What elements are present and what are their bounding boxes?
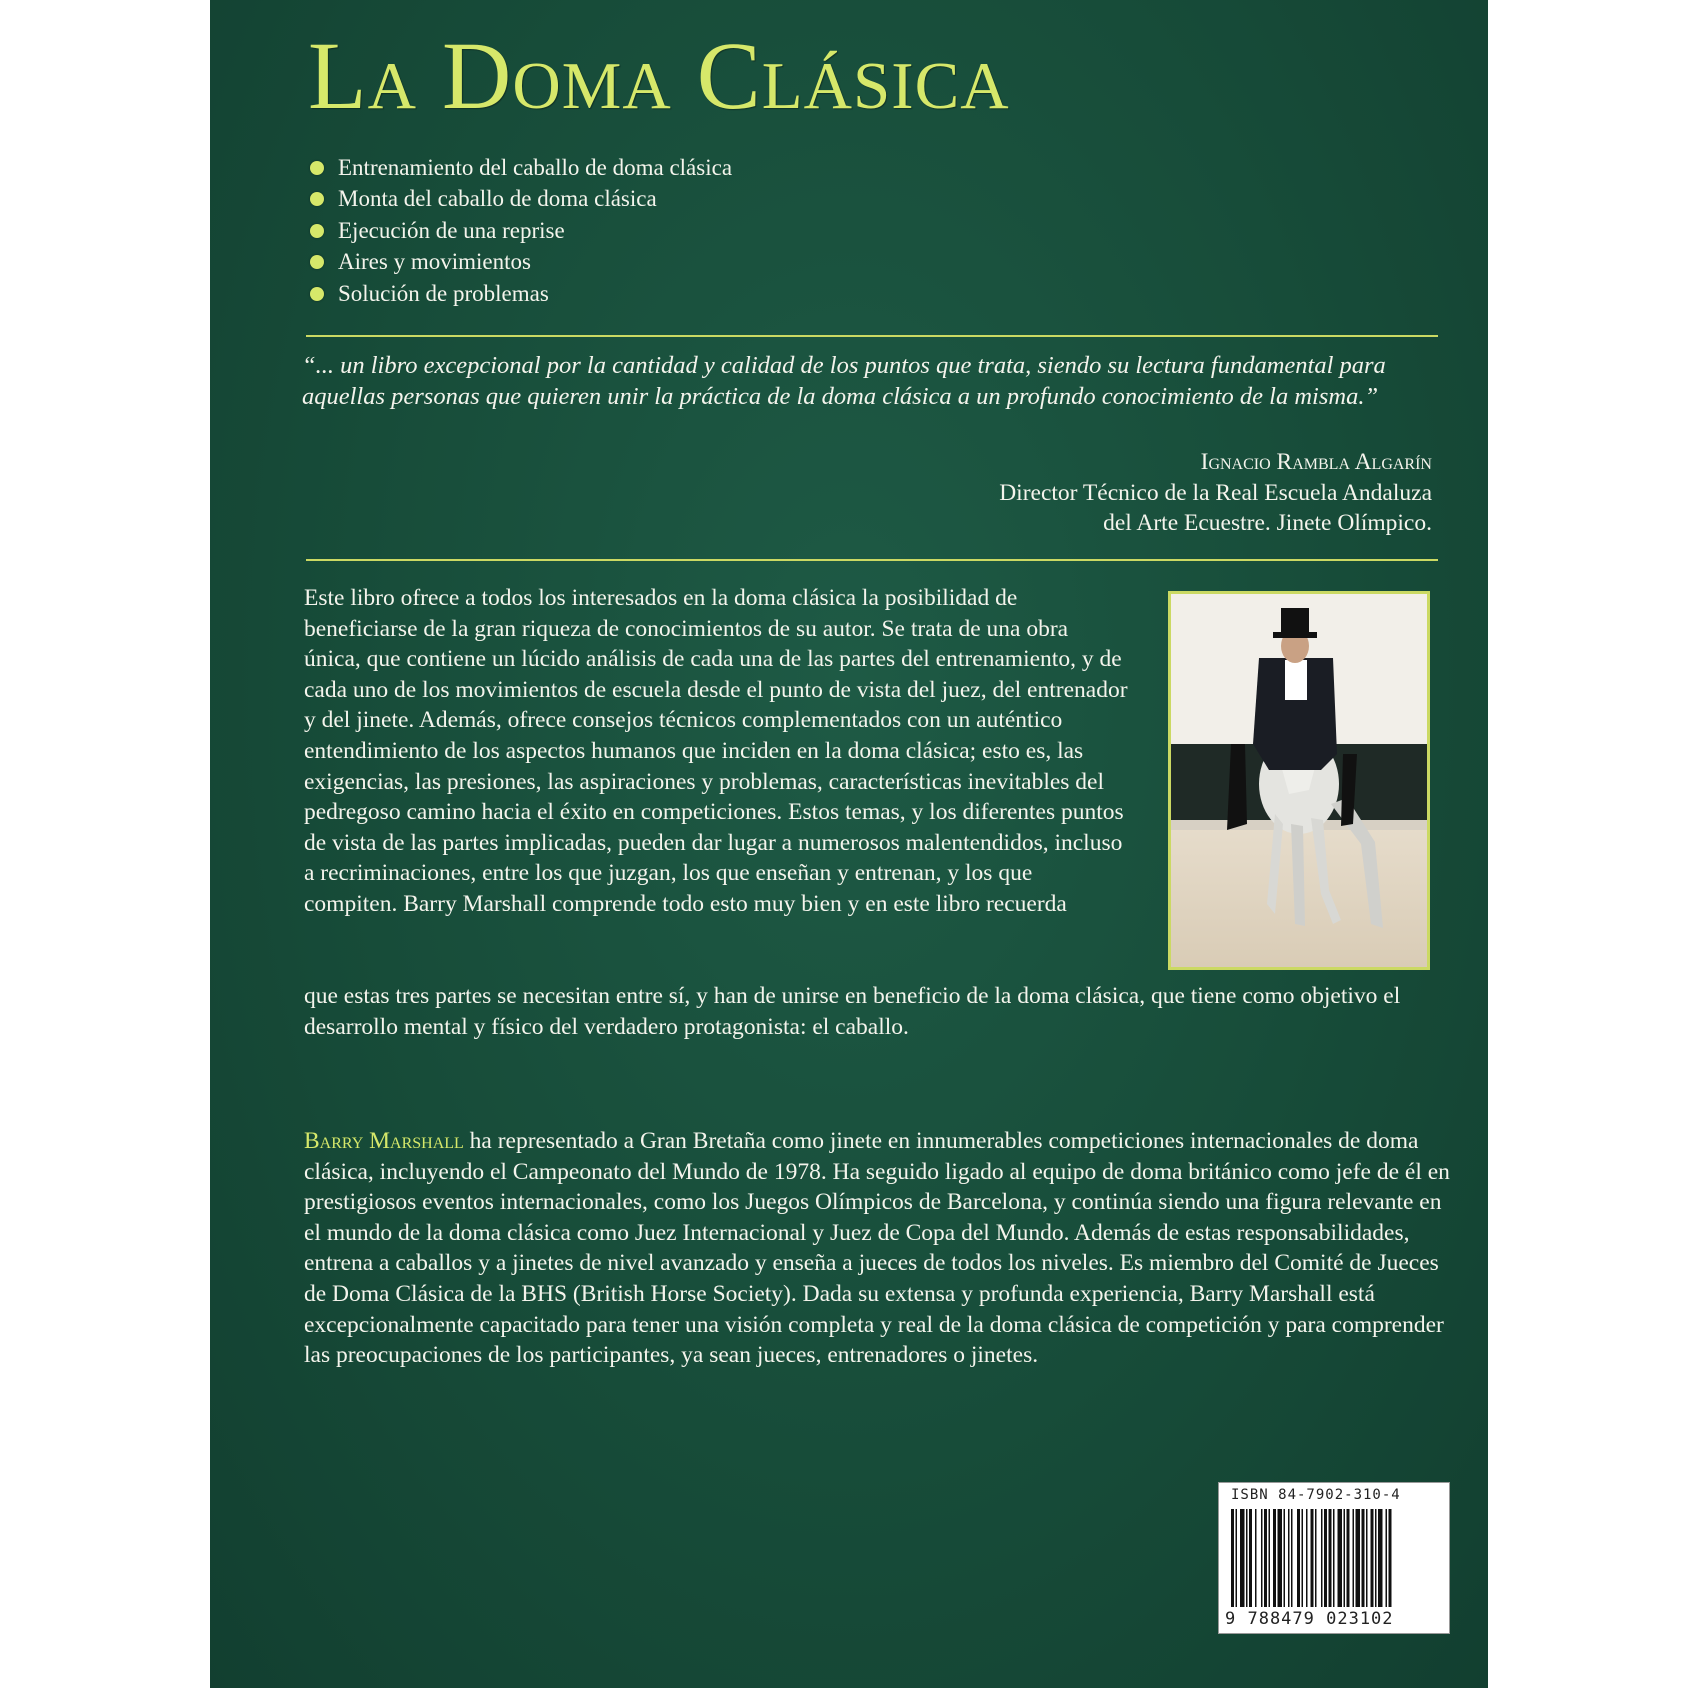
barcode-label <box>1218 1482 1450 1634</box>
bullet-icon <box>310 255 324 269</box>
barcode-number: 9 788479 023102 <box>1225 1609 1394 1629</box>
divider-bottom <box>306 559 1438 561</box>
book-back-cover <box>210 0 1488 1688</box>
isbn-text: ISBN 84-7902-310-4 <box>1231 1487 1401 1503</box>
bullet-icon <box>310 161 324 175</box>
quote-author-role: del Arte Ecuestre. Jinete Olímpico. <box>1103 510 1432 536</box>
list-item <box>310 278 732 310</box>
feature-text: Monta del caballo de doma clásica <box>338 186 657 212</box>
feature-text: Ejecución de una reprise <box>338 217 565 243</box>
list-item <box>310 247 732 279</box>
barcode-icon <box>1231 1509 1437 1607</box>
horse-and-rider-image <box>1171 594 1427 967</box>
author-bio <box>304 1126 1454 1371</box>
quote-attribution <box>999 447 1432 539</box>
quote-author-role: Director Técnico de la Real Escuela Andaluza <box>999 479 1432 506</box>
feature-text: Entrenamiento del caballo de doma clásica <box>338 154 733 180</box>
feature-text: Solución de problemas <box>338 280 549 306</box>
bullet-icon <box>310 192 324 206</box>
book-title: La Doma Clásica <box>308 22 1010 129</box>
list-item <box>310 215 732 247</box>
bullet-icon <box>310 224 324 238</box>
author-name: Barry Marshall <box>304 1128 464 1154</box>
list-item <box>310 184 732 216</box>
list-item <box>310 152 732 184</box>
feature-list <box>310 152 732 310</box>
description-paragraph-continued: que estas tres partes se necesitan entre sí, y han de unirse en beneficio de la doma clásica, que tiene como objetivo el desarrollo mental y físico del verdadero protagonista: el caballo. <box>304 983 1401 1040</box>
feature-text: Aires y movimientos <box>338 249 531 275</box>
quote-author: Ignacio Rambla Algarín <box>1200 449 1432 475</box>
divider-top <box>306 335 1438 337</box>
dressage-rider-photo <box>1168 591 1430 970</box>
review-quote: “... un libro excepcional por la cantidad y calidad de los puntos que trata, siendo su lectura fundamental para aquellas personas que quieren unir la práctica de la doma clásica a un profundo conocimiento de la misma.” <box>302 352 1386 410</box>
author-bio-text: ha representado a Gran Bretaña como jinete en innumerables competiciones internacionales de doma clásica, incluyendo el Campeonato del Mundo de 1978. Ha seguido ligado al equipo de doma británico como jefe de él en prestigiosos eventos internacionales, como los Juegos Olímpicos de Barcelona, y continúa siendo una figura relevante en el mundo de la doma clásica como Juez Internacional y Juez de Copa del Mundo. Además de estas responsabilidades, entrena a caballos y a jinetes de nivel avanzado y enseña a jueces de todos los niveles. Es miembro del Comité de Jueces de Doma Clásica de la BHS (British Horse Society). Dada su extensa y profunda experiencia, Barry Marshall está excepcionalmente capacitado para tener una visión completa y real de la doma clásica de competición y para comprender las preocupaciones de los participantes, ya sean jueces, entrenadores o jinetes. <box>304 1128 1450 1369</box>
description-paragraph: Este libro ofrece a todos los interesados en la doma clásica la posibilidad de beneficiarse de la gran riqueza de conocimientos de su autor. Se trata de una obra única, que contiene un lúcido análisis de cada una de las partes del entrenamiento, y de cada uno de los movimientos de escuela desde el punto de vista del juez, del entrenador y del jinete. Además, ofrece consejos técnicos complementados con un auténtico entendimiento de los aspectos humanos que inciden en la doma clásica; esto es, las exigencias, las presiones, las aspiraciones y problemas, características inevitables del pedregoso camino hacia el éxito en competiciones. Estos temas, y los diferentes puntos de vista de las partes implicadas, pueden dar lugar a numerosos malentendidos, incluso a recriminaciones, entre los que juzgan, los que enseñan y entrenan, y los que compiten. Barry Marshall comprende todo esto muy bien y en este libro recuerda <box>304 585 1128 917</box>
bullet-icon <box>310 287 324 301</box>
